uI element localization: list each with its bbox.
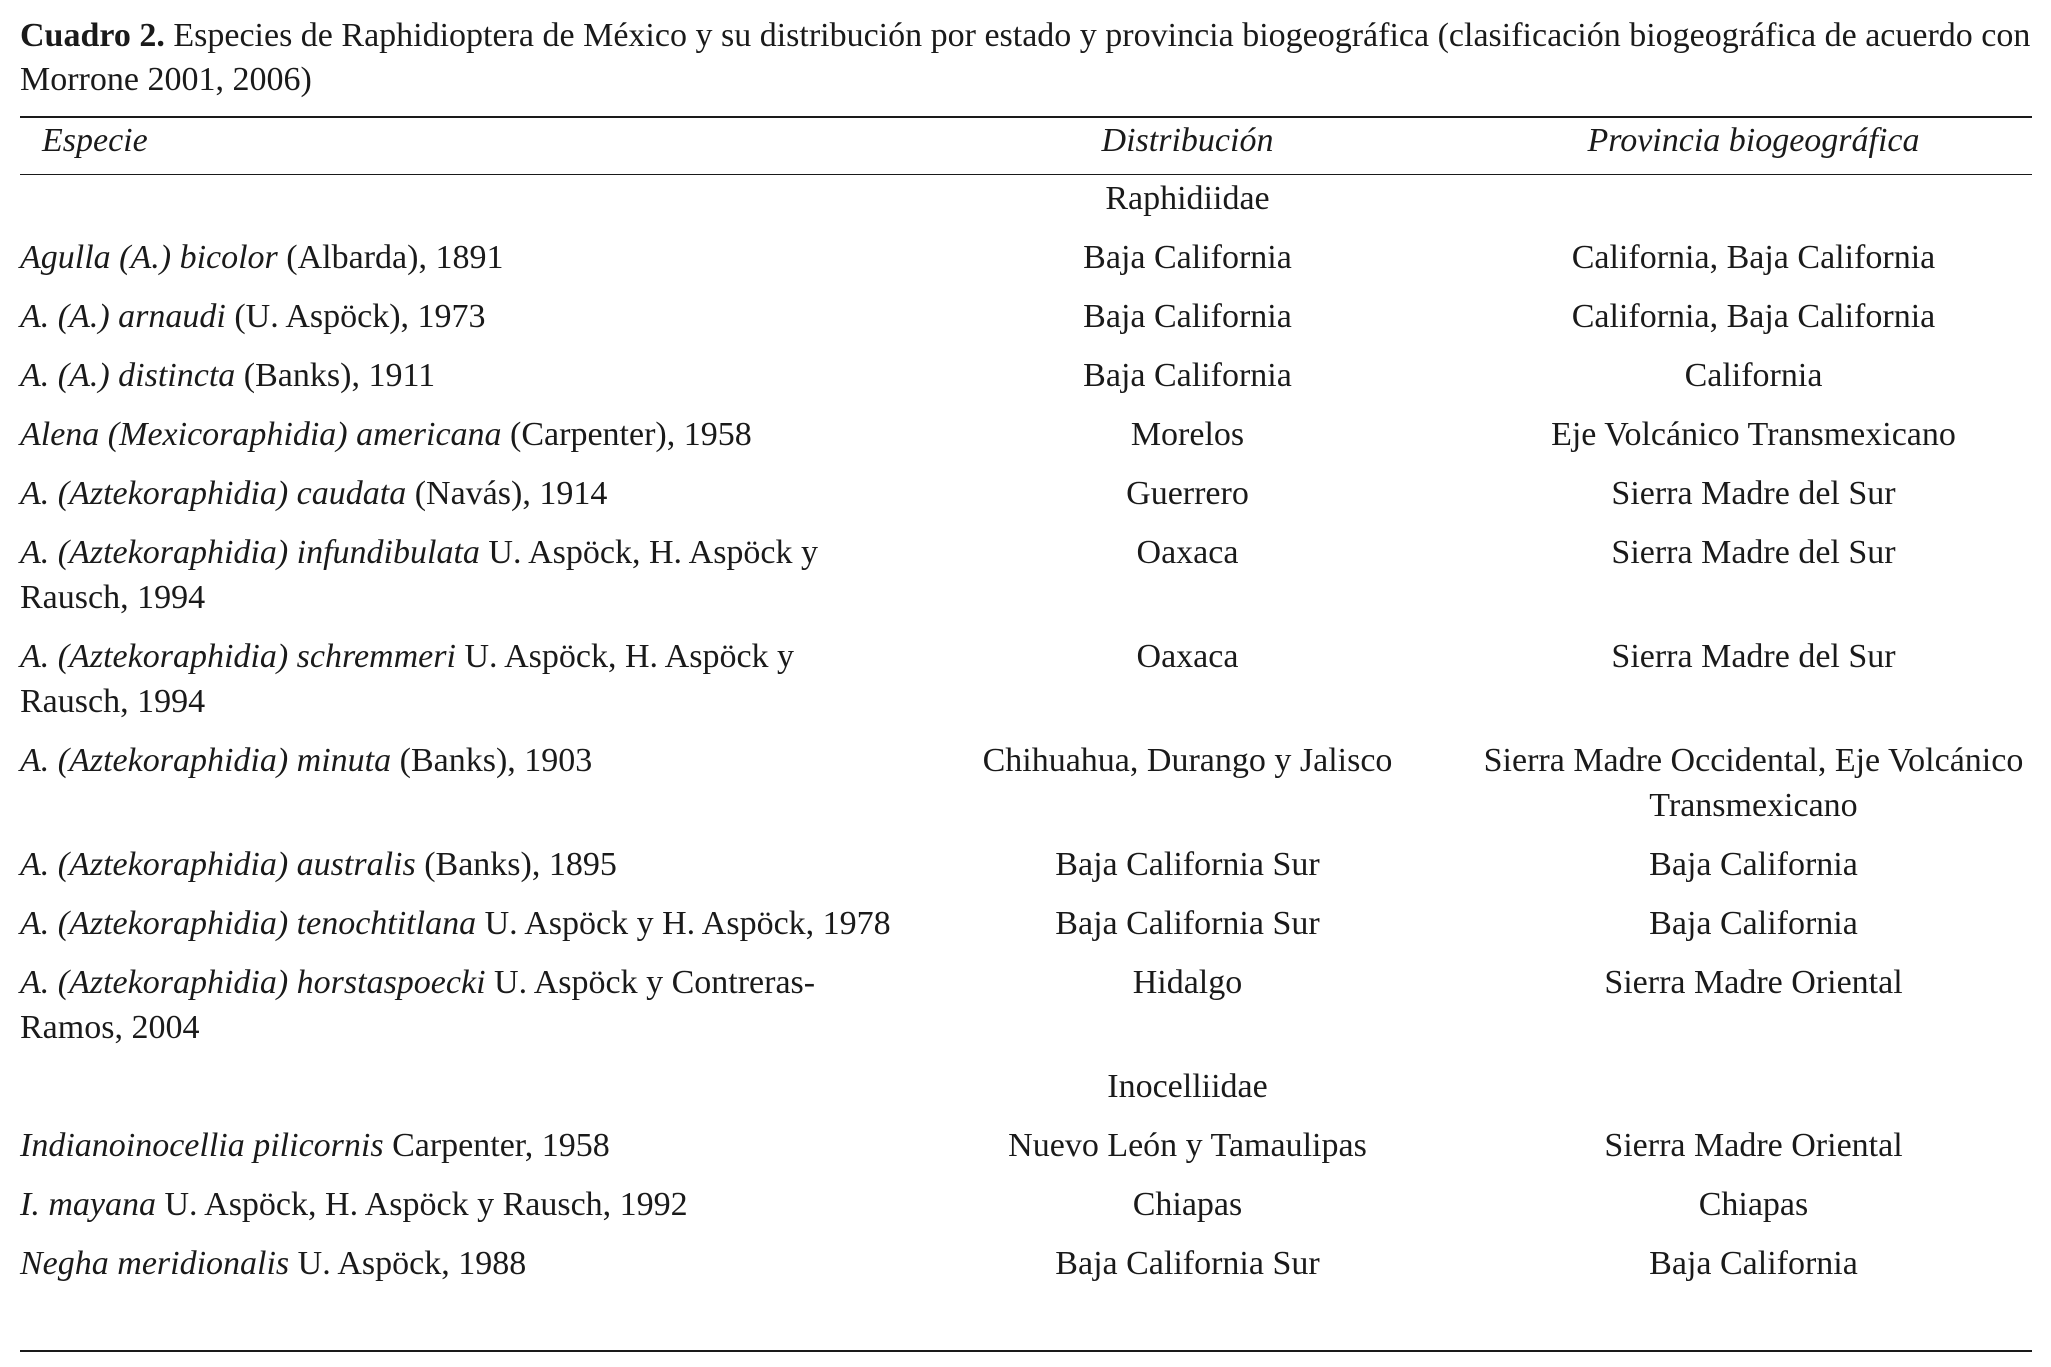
- caption-label: Cuadro 2.: [20, 17, 165, 54]
- table-row: [20, 1241, 2032, 1300]
- species-author: U. Aspöck y Contreras-Ramos, 2004: [20, 964, 816, 1046]
- species-name: Negha meridionalis: [20, 1245, 290, 1282]
- species-author: Carpenter, 1958: [383, 1127, 610, 1164]
- header-distribution: Distribución: [1101, 122, 1274, 159]
- table-row: [20, 412, 2032, 471]
- header-species: Especie: [42, 122, 148, 159]
- species-author: U. Aspöck, H. Aspöck y Rausch, 1992: [155, 1186, 688, 1223]
- species-name: A. (A.) distincta: [20, 357, 236, 394]
- distribution-cell: Oaxaca: [1136, 638, 1239, 675]
- species-author: (Navás), 1914: [406, 475, 608, 512]
- province-cell: California, Baja California: [1571, 298, 1936, 335]
- distribution-cell: Hidalgo: [1132, 964, 1243, 1001]
- species-author: (Banks), 1903: [391, 742, 593, 779]
- species-name: A. (Aztekoraphidia) tenochtitlana: [20, 905, 477, 942]
- table-row: [20, 1123, 2032, 1182]
- species-author: (U. Aspöck), 1973: [225, 298, 486, 335]
- species-name: A. (A.) arnaudi: [20, 298, 226, 335]
- species-name: I. mayana: [20, 1186, 156, 1223]
- species-cell: [20, 235, 900, 294]
- header-row: [20, 118, 2032, 174]
- species-cell: [20, 294, 900, 353]
- species-name: Agulla (A.) bicolor: [20, 239, 278, 276]
- province-cell: Baja California: [1649, 846, 1858, 883]
- province-cell: Sierra Madre Occidental, Eje Volcánico Transmexicano: [1483, 742, 2024, 824]
- species-author: (Banks), 1911: [235, 357, 436, 394]
- distribution-cell: Morelos: [1130, 416, 1245, 453]
- species-cell: [20, 353, 900, 412]
- province-cell: Eje Volcánico Transmexicano: [1551, 416, 1956, 453]
- species-cell: [20, 1182, 900, 1241]
- table-row: [20, 842, 2032, 901]
- province-cell: Sierra Madre Oriental: [1604, 1127, 1903, 1164]
- header-province: Provincia biogeográfica: [1587, 122, 1920, 159]
- province-cell: Sierra Madre del Sur: [1611, 475, 1896, 512]
- province-cell: Sierra Madre Oriental: [1604, 964, 1903, 1001]
- distribution-cell: Baja California Sur: [1055, 846, 1320, 883]
- distribution-cell: Baja California Sur: [1055, 905, 1320, 942]
- distribution-cell: Baja California: [1083, 298, 1292, 335]
- table-row: [20, 901, 2032, 960]
- distribution-cell: Chiapas: [1132, 1186, 1243, 1223]
- species-author: U. Aspöck, H. Aspöck y Rausch, 1994: [20, 534, 819, 616]
- species-table: [20, 118, 2032, 1300]
- table-row: [20, 634, 2032, 738]
- table-row: [20, 235, 2032, 294]
- table-bottom-rule: [20, 1350, 2032, 1352]
- species-cell: [20, 530, 900, 634]
- species-cell: [20, 901, 900, 960]
- province-cell: Baja California: [1649, 1245, 1858, 1282]
- distribution-cell: Chihuahua, Durango y Jalisco: [982, 742, 1393, 779]
- distribution-cell: Oaxaca: [1136, 534, 1239, 571]
- species-name: A. (Aztekoraphidia) infundibulata: [20, 534, 480, 571]
- province-cell: California: [1684, 357, 1823, 394]
- species-cell: [20, 960, 900, 1064]
- species-name: A. (Aztekoraphidia) schremmeri: [20, 638, 456, 675]
- table-row: [20, 530, 2032, 634]
- table-row: [20, 1182, 2032, 1241]
- province-cell: Baja California: [1649, 905, 1858, 942]
- province-cell: Chiapas: [1698, 1186, 1809, 1223]
- distribution-cell: Guerrero: [1126, 475, 1249, 512]
- species-author: (Albarda), 1891: [277, 239, 504, 276]
- species-name: Alena (Mexicoraphidia) americana: [20, 416, 502, 453]
- table-row: [20, 738, 2032, 842]
- species-author: U. Aspöck y H. Aspöck, 1978: [476, 905, 891, 942]
- species-name: A. (Aztekoraphidia) caudata: [20, 475, 407, 512]
- distribution-cell: Nuevo León y Tamaulipas: [1008, 1127, 1367, 1164]
- species-cell: [20, 412, 900, 471]
- family-row: [20, 176, 2032, 235]
- province-cell: California, Baja California: [1571, 239, 1936, 276]
- species-author: U. Aspöck, H. Aspöck y Rausch, 1994: [20, 638, 795, 720]
- species-cell: [20, 1123, 900, 1182]
- species-author: (Carpenter), 1958: [501, 416, 752, 453]
- species-name: Indianoinocellia pilicornis: [20, 1127, 384, 1164]
- province-cell: Sierra Madre del Sur: [1611, 638, 1896, 675]
- distribution-cell: Baja California: [1083, 357, 1292, 394]
- species-author: U. Aspöck, 1988: [289, 1245, 527, 1282]
- family-inocelliidae: Inocelliidae: [1107, 1068, 1268, 1105]
- species-name: A. (Aztekoraphidia) australis: [20, 846, 416, 883]
- caption-text: Especies de Raphidioptera de México y su distribución por estado y provincia biogeográfica (clasificación biogeográfica de acuerdo con Morrone 2001, 2006): [20, 17, 2031, 98]
- species-cell: [20, 634, 900, 738]
- species-name: A. (Aztekoraphidia) horstaspoecki: [20, 964, 486, 1001]
- table-row: [20, 960, 2032, 1064]
- species-cell: [20, 842, 900, 901]
- family-row: [20, 1064, 2032, 1123]
- species-name: A. (Aztekoraphidia) minuta: [20, 742, 392, 779]
- species-cell: [20, 471, 900, 530]
- species-cell: [20, 738, 900, 842]
- species-cell: [20, 1241, 900, 1300]
- family-raphidiidae: Raphidiidae: [1105, 180, 1270, 217]
- province-cell: Sierra Madre del Sur: [1611, 534, 1896, 571]
- table-row: [20, 471, 2032, 530]
- species-author: (Banks), 1895: [415, 846, 617, 883]
- table-row: [20, 353, 2032, 412]
- table-row: [20, 294, 2032, 353]
- distribution-cell: Baja California Sur: [1055, 1245, 1320, 1282]
- table-caption: [20, 14, 2032, 102]
- distribution-cell: Baja California: [1083, 239, 1292, 276]
